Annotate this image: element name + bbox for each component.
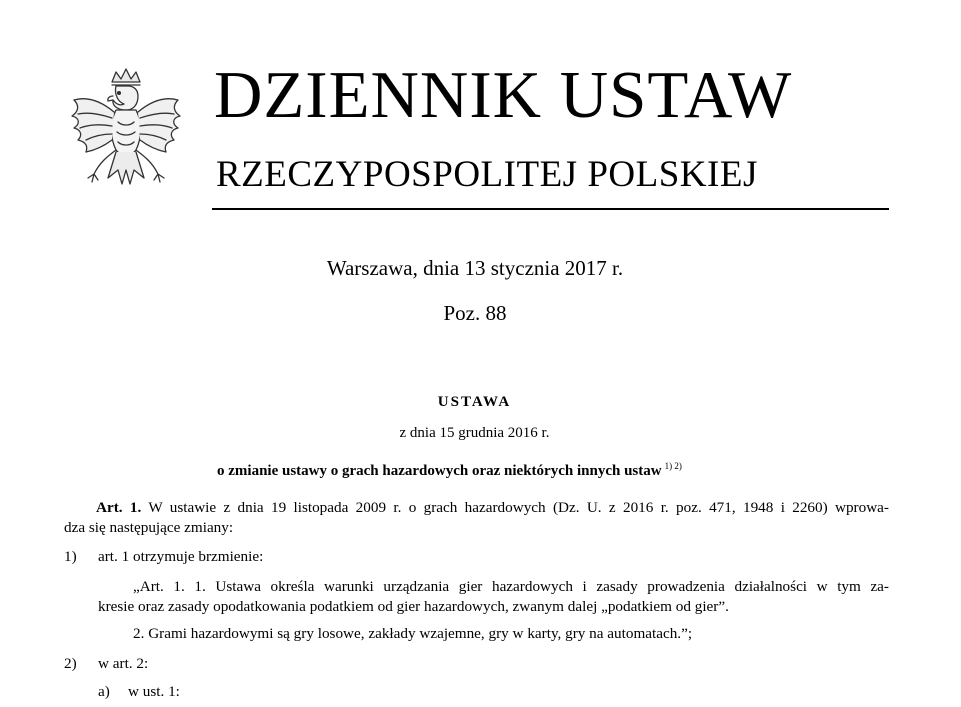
publication-date: Warszawa, dnia 13 stycznia 2017 r. [326,256,624,280]
act-title-text: o zmianie ustawy o grach hazardowych oraz niektórych innych ustaw [217,463,662,479]
sub-item-letter: a) [98,683,110,700]
masthead-divider [212,208,889,210]
footnote-references: 1) 2) [664,461,682,471]
act-date: z dnia 15 grudnia 2016 r. [399,425,550,441]
list-item-number: 2) [64,655,77,672]
article-1-text-line-1: W ustawie z dnia 19 listopada 2009 r. o grach hazardowych (Dz. U. z 2016 r. poz. 471, 1948 i 2260) wprowa- [148,499,889,516]
article-1-text-line-2: dza się następujące zmiany: [64,519,234,536]
polish-eagle-emblem-icon [66,66,186,206]
quoted-text-line-2: kresie oraz zasady opodatkowania podatkiem od gier hazardowych, zwanym dalej „podatkiem od gier”. [98,598,729,615]
quoted-text-line-1: „Art. 1. 1. Ustawa określa warunki urządzania gier hazardowych i zasady prowadzenia działalności w tym za- [133,578,889,595]
masthead-subtitle: RZECZYPOSPOLITEJ POLSKIEJ [216,154,758,195]
list-item-number: 1) [64,548,77,565]
masthead-title: DZIENNIK USTAW [214,58,793,132]
article-1-first-line [96,498,889,518]
publication-date-line [0,255,961,281]
article-1-label: Art. 1. [96,499,142,516]
list-item-text: art. 1 otrzymuje brzmienie: [98,548,264,565]
sub-item-text: w ust. 1: [128,683,180,700]
list-item-text: w art. 2: [98,655,149,672]
position-number-line [0,300,961,326]
position-number: Poz. 88 [443,301,507,325]
act-type-line [0,392,961,412]
act-type: USTAWA [437,394,512,410]
act-date-line [0,423,961,443]
quoted-text-line-3: 2. Grami hazardowymi są gry losowe, zakłady wzajemne, gry w karty, gry na automatach.”; [133,625,693,642]
act-title [217,456,682,481]
